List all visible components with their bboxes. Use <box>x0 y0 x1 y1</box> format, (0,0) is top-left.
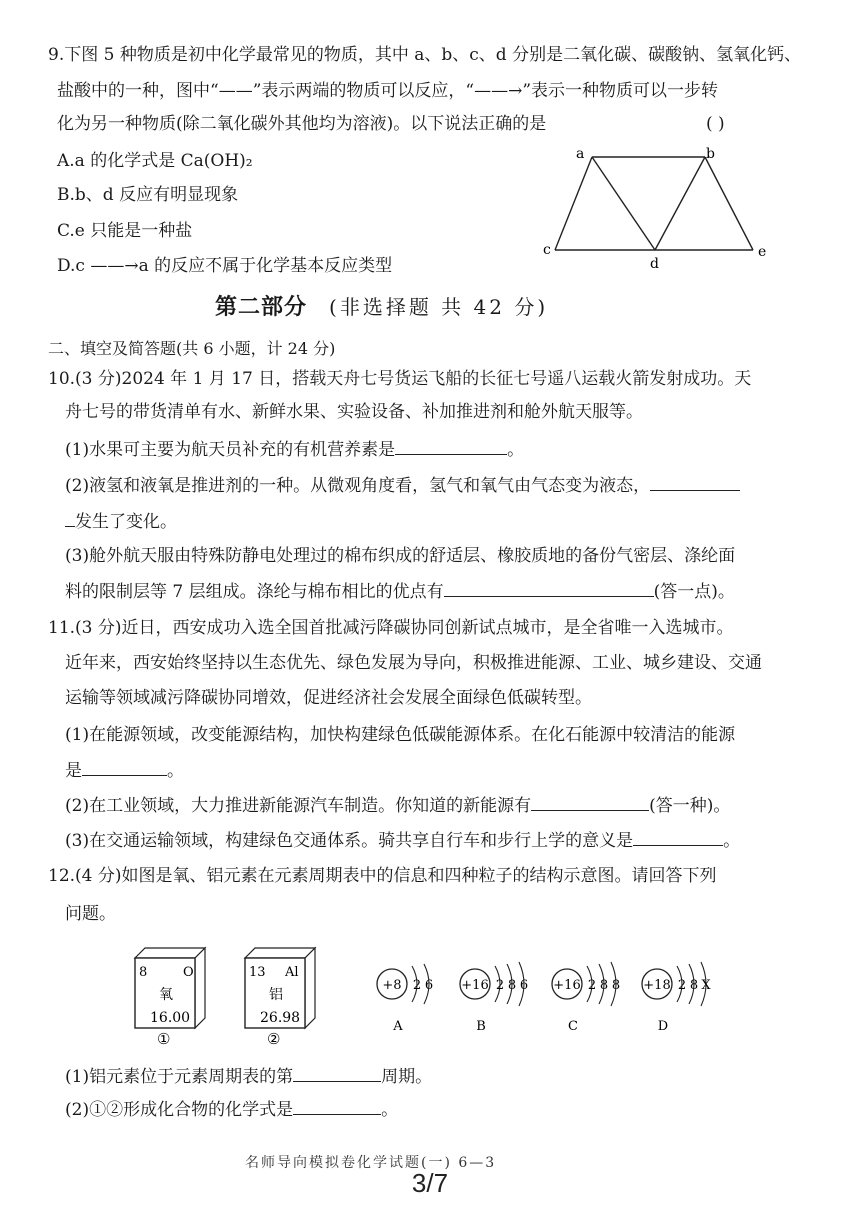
answer-blank[interactable] <box>444 580 654 597</box>
atomic-mass: 16.00 <box>150 1010 191 1026</box>
shell-electron-count: 2 <box>677 978 687 993</box>
q9-option-d: D.c ——→a 的反应不属于化学基本反应类型 <box>57 256 393 276</box>
atom-structure-diagrams <box>370 950 730 1040</box>
part2-heading <box>215 290 548 321</box>
cell-label: ① <box>157 1030 171 1048</box>
q11-intro-line1: 11.(3 分)近日，西安成功入选全国首批减污降碳协同创新试点城市，是全省唯一入选城市。 <box>48 618 734 638</box>
shell-electron-count: 2 <box>587 978 597 993</box>
q12-intro-line2: 问题。 <box>65 904 116 924</box>
q10-part1: (1)水果可主要为航天员补充的有机营养素是 。 <box>65 440 525 460</box>
atom-label: D <box>657 1019 669 1034</box>
shell-electron-count: 8 <box>689 978 699 993</box>
atom-diagram-C <box>552 962 620 1034</box>
atomic-number: 13 <box>249 965 266 980</box>
q9-option-a: A.a 的化学式是 Ca(OH)₂ <box>57 151 253 171</box>
q10-part3-line2: 料的限制层等 7 层组成。涤纶与棉布相比的优点有 (答一点)。 <box>65 582 735 602</box>
q9-line1: 9.下图 5 种物质是初中化学最常见的物质，其中 a、b、c、d 分别是二氧化碳、碳酸钠、氢氧化钙、 <box>48 45 802 65</box>
answer-blank[interactable] <box>633 829 723 846</box>
shell-electron-count: 8 <box>507 978 517 993</box>
section-heading: 二、填空及简答题(共 6 小题，计 24 分) <box>48 339 336 358</box>
part2-subtitle: (非选择题 共 42 分) <box>329 295 549 319</box>
q10-intro-line1: 10.(3 分)2024 年 1 月 17 日，搭载天舟七号货运飞船的长征七号遥八运载火箭发射成功。天 <box>48 369 752 389</box>
element-symbol: O <box>183 965 194 980</box>
answer-blank[interactable] <box>531 794 649 811</box>
node-e-label: e <box>758 244 767 260</box>
q12-intro-line1: 12.(4 分)如图是氧、铝元素在元素周期表中的信息和四种粒子的结构示意图。请回答下列 <box>48 866 717 886</box>
q10-intro-line2: 舟七号的带货清单有水、新鲜水果、实验设备、补加推进剂和舱外航天服等。 <box>65 402 643 422</box>
periodic-cells-figure <box>125 938 365 1048</box>
shell-electron-count: 8 <box>599 978 609 993</box>
q11-intro-line2: 近年来，西安始终坚持以生态优先、绿色发展为导向，积极推进能源、工业、城乡建设、交通 <box>65 653 762 673</box>
shell-electron-count: X <box>701 978 711 993</box>
q10-part3-line1: (3)舱外航天服由特殊防静电处理过的棉布织成的舒适层、橡胶质地的备份气密层、涤纶面 <box>65 546 736 566</box>
node-b-label: b <box>706 146 715 162</box>
atom-diagram-D <box>642 962 711 1034</box>
answer-blank[interactable] <box>293 1098 381 1115</box>
shell-electron-count: 6 <box>424 978 434 993</box>
atom-diagram-A <box>377 964 433 1034</box>
element-cell-aluminum <box>245 948 315 1048</box>
element-name: 铝 <box>269 987 283 1003</box>
part2-title: 第二部分 <box>215 294 308 320</box>
q9-line2: 盐酸中的一种，图中“——”表示两端的物质可以反应，“——→”表示一种物质可以一步转 <box>57 81 719 101</box>
answer-paren: ( ) <box>706 114 725 134</box>
q11-part3: (3)在交通运输领域，构建绿色交通体系。骑共享自行车和步行上学的意义是 。 <box>65 831 741 851</box>
shell-electron-count: 2 <box>412 978 422 993</box>
nucleus-charge: +18 <box>643 978 671 993</box>
shell-electron-count: 8 <box>611 978 621 993</box>
footer-text: 名师导向模拟卷化学试题(一) 6—3 <box>245 1155 497 1171</box>
element-symbol: Al <box>285 965 299 980</box>
q10-part2: (2)液氢和液氧是推进剂的一种。从微观角度看，氢气和氧气由气态变为液态， <box>65 474 740 497</box>
page-indicator: 3/7 <box>411 1168 449 1198</box>
nucleus-charge: +8 <box>382 978 402 993</box>
node-d-label: d <box>650 256 659 272</box>
nucleus-charge: +16 <box>553 978 581 993</box>
element-cell-oxygen <box>135 948 205 1048</box>
atom-label: C <box>568 1019 578 1034</box>
answer-blank[interactable] <box>293 1065 381 1082</box>
element-name: 氧 <box>159 987 173 1003</box>
q11-part1-line2: 是 。 <box>65 761 184 781</box>
atomic-number: 8 <box>139 965 148 980</box>
atomic-mass: 26.98 <box>260 1010 301 1026</box>
cell-label: ② <box>267 1030 281 1048</box>
q9-option-c: C.e 只能是一种盐 <box>57 221 193 241</box>
q9-option-b: B.b、d 反应有明显现象 <box>57 185 239 205</box>
node-a-label: a <box>576 146 585 162</box>
atom-diagram-B <box>460 962 528 1034</box>
answer-blank[interactable] <box>82 759 167 776</box>
q12-part2: (2)①②形成化合物的化学式是 。 <box>65 1100 399 1120</box>
q11-intro-line3: 运输等领域减污降碳协同增效，促进经济社会发展全面绿色低碳转型。 <box>65 688 592 708</box>
nucleus-charge: +16 <box>461 978 489 993</box>
q10-part2-cont: 发生了变化。 <box>65 510 177 533</box>
q9-line3: 化为另一种物质(除二氧化碳外其他均为溶液)。以下说法正确的是 <box>57 114 547 134</box>
q11-part2: (2)在工业领域，大力推进新能源汽车制造。你知道的新能源有 (答一种)。 <box>65 796 731 816</box>
answer-blank[interactable] <box>650 474 740 491</box>
atom-label: A <box>393 1019 403 1034</box>
answer-blank[interactable] <box>65 510 75 527</box>
q12-part1: (1)铝元素位于元素周期表的第 周期。 <box>65 1067 433 1087</box>
node-c-label: c <box>543 242 551 258</box>
reaction-diagram <box>540 140 780 275</box>
q11-part1-line1: (1)在能源领域，改变能源结构，加快构建绿色低碳能源体系。在化石能源中较清洁的能源 <box>65 725 736 745</box>
answer-blank[interactable] <box>395 438 507 455</box>
shell-electron-count: 2 <box>495 978 505 993</box>
atom-label: B <box>476 1019 486 1034</box>
shell-electron-count: 6 <box>519 978 529 993</box>
